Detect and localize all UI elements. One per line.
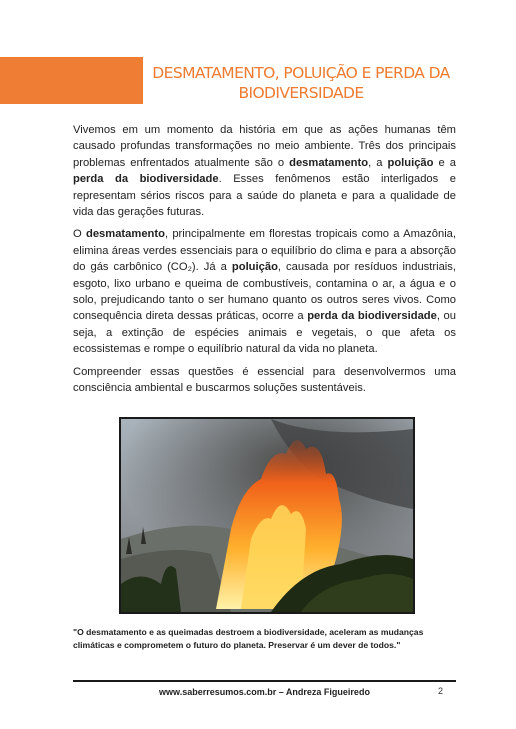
bold-term: desmatamento bbox=[289, 156, 369, 169]
text-run: , causada por resíduos industriais, esgoto, lixo urbano e queima de combustíveis, contamina o ar, a água e o solo, prejudicando tanto o ser humano quanto os outros seres vivos. Como consequência direta dessas práticas, ocorre a bbox=[73, 261, 456, 323]
page-title bbox=[150, 63, 452, 103]
text-run: , ou seja, a extinção de espécies animais e vegetais, o que afeta os ecossistemas e rompe o equilíbrio natural da vida no planeta. bbox=[73, 310, 456, 356]
text-run: , a bbox=[368, 156, 388, 169]
title-line-2: BIODIVERSIDADE bbox=[238, 84, 364, 102]
paragraph-intro bbox=[73, 122, 456, 220]
text-run: . Esses fenômenos estão interligados e representam sérios riscos para a saúde do planeta e para a qualidade de vida das gerações futuras. bbox=[73, 173, 456, 219]
page-number: 2 bbox=[438, 686, 444, 696]
text-run: Vivemos em um momento da história em que as ações humanas têm causado profundas transformações no meio ambiente. Três dos principais problemas enfrentados atualmente são o bbox=[73, 124, 456, 169]
bold-term: perda da biodiversidade bbox=[307, 310, 437, 323]
bold-term: perda da biodiversidade bbox=[73, 173, 219, 186]
footer-divider bbox=[73, 680, 456, 682]
title-accent-bar bbox=[0, 57, 143, 104]
text-run: O bbox=[73, 228, 86, 241]
text-run: , principalmente em florestas tropicais como a Amazônia, elimina áreas verdes essenciais para o equilíbrio do clima e para a absorção do gás carbônico (CO₂). Já a bbox=[73, 228, 457, 274]
forest-fire-photo bbox=[119, 417, 415, 614]
text-run: e a bbox=[433, 156, 456, 169]
paragraph-causes bbox=[73, 226, 456, 357]
forest-fire-illustration bbox=[121, 419, 413, 612]
bold-term: poluição bbox=[231, 261, 278, 274]
image-caption: "O desmatamento e as queimadas destroem a biodiversidade, aceleram as mudanças climáticas e comprometem o futuro do planeta. Preservar é um dever de todos." bbox=[73, 627, 424, 650]
article-body bbox=[73, 122, 456, 403]
title-line-1: DESMATAMENTO, POLUIÇÃO E PERDA DA bbox=[152, 64, 450, 82]
bold-term: desmatamento bbox=[85, 228, 165, 241]
bold-term: poluição bbox=[387, 156, 434, 169]
footer-credit: www.saberresumos.com.br – Andreza Figueiredo bbox=[159, 687, 370, 697]
text-run: Compreender essas questões é essencial para desenvolvermos uma consciência ambiental e buscarmos soluções sustentáveis. bbox=[73, 365, 456, 395]
paragraph-conclusion bbox=[73, 364, 456, 397]
